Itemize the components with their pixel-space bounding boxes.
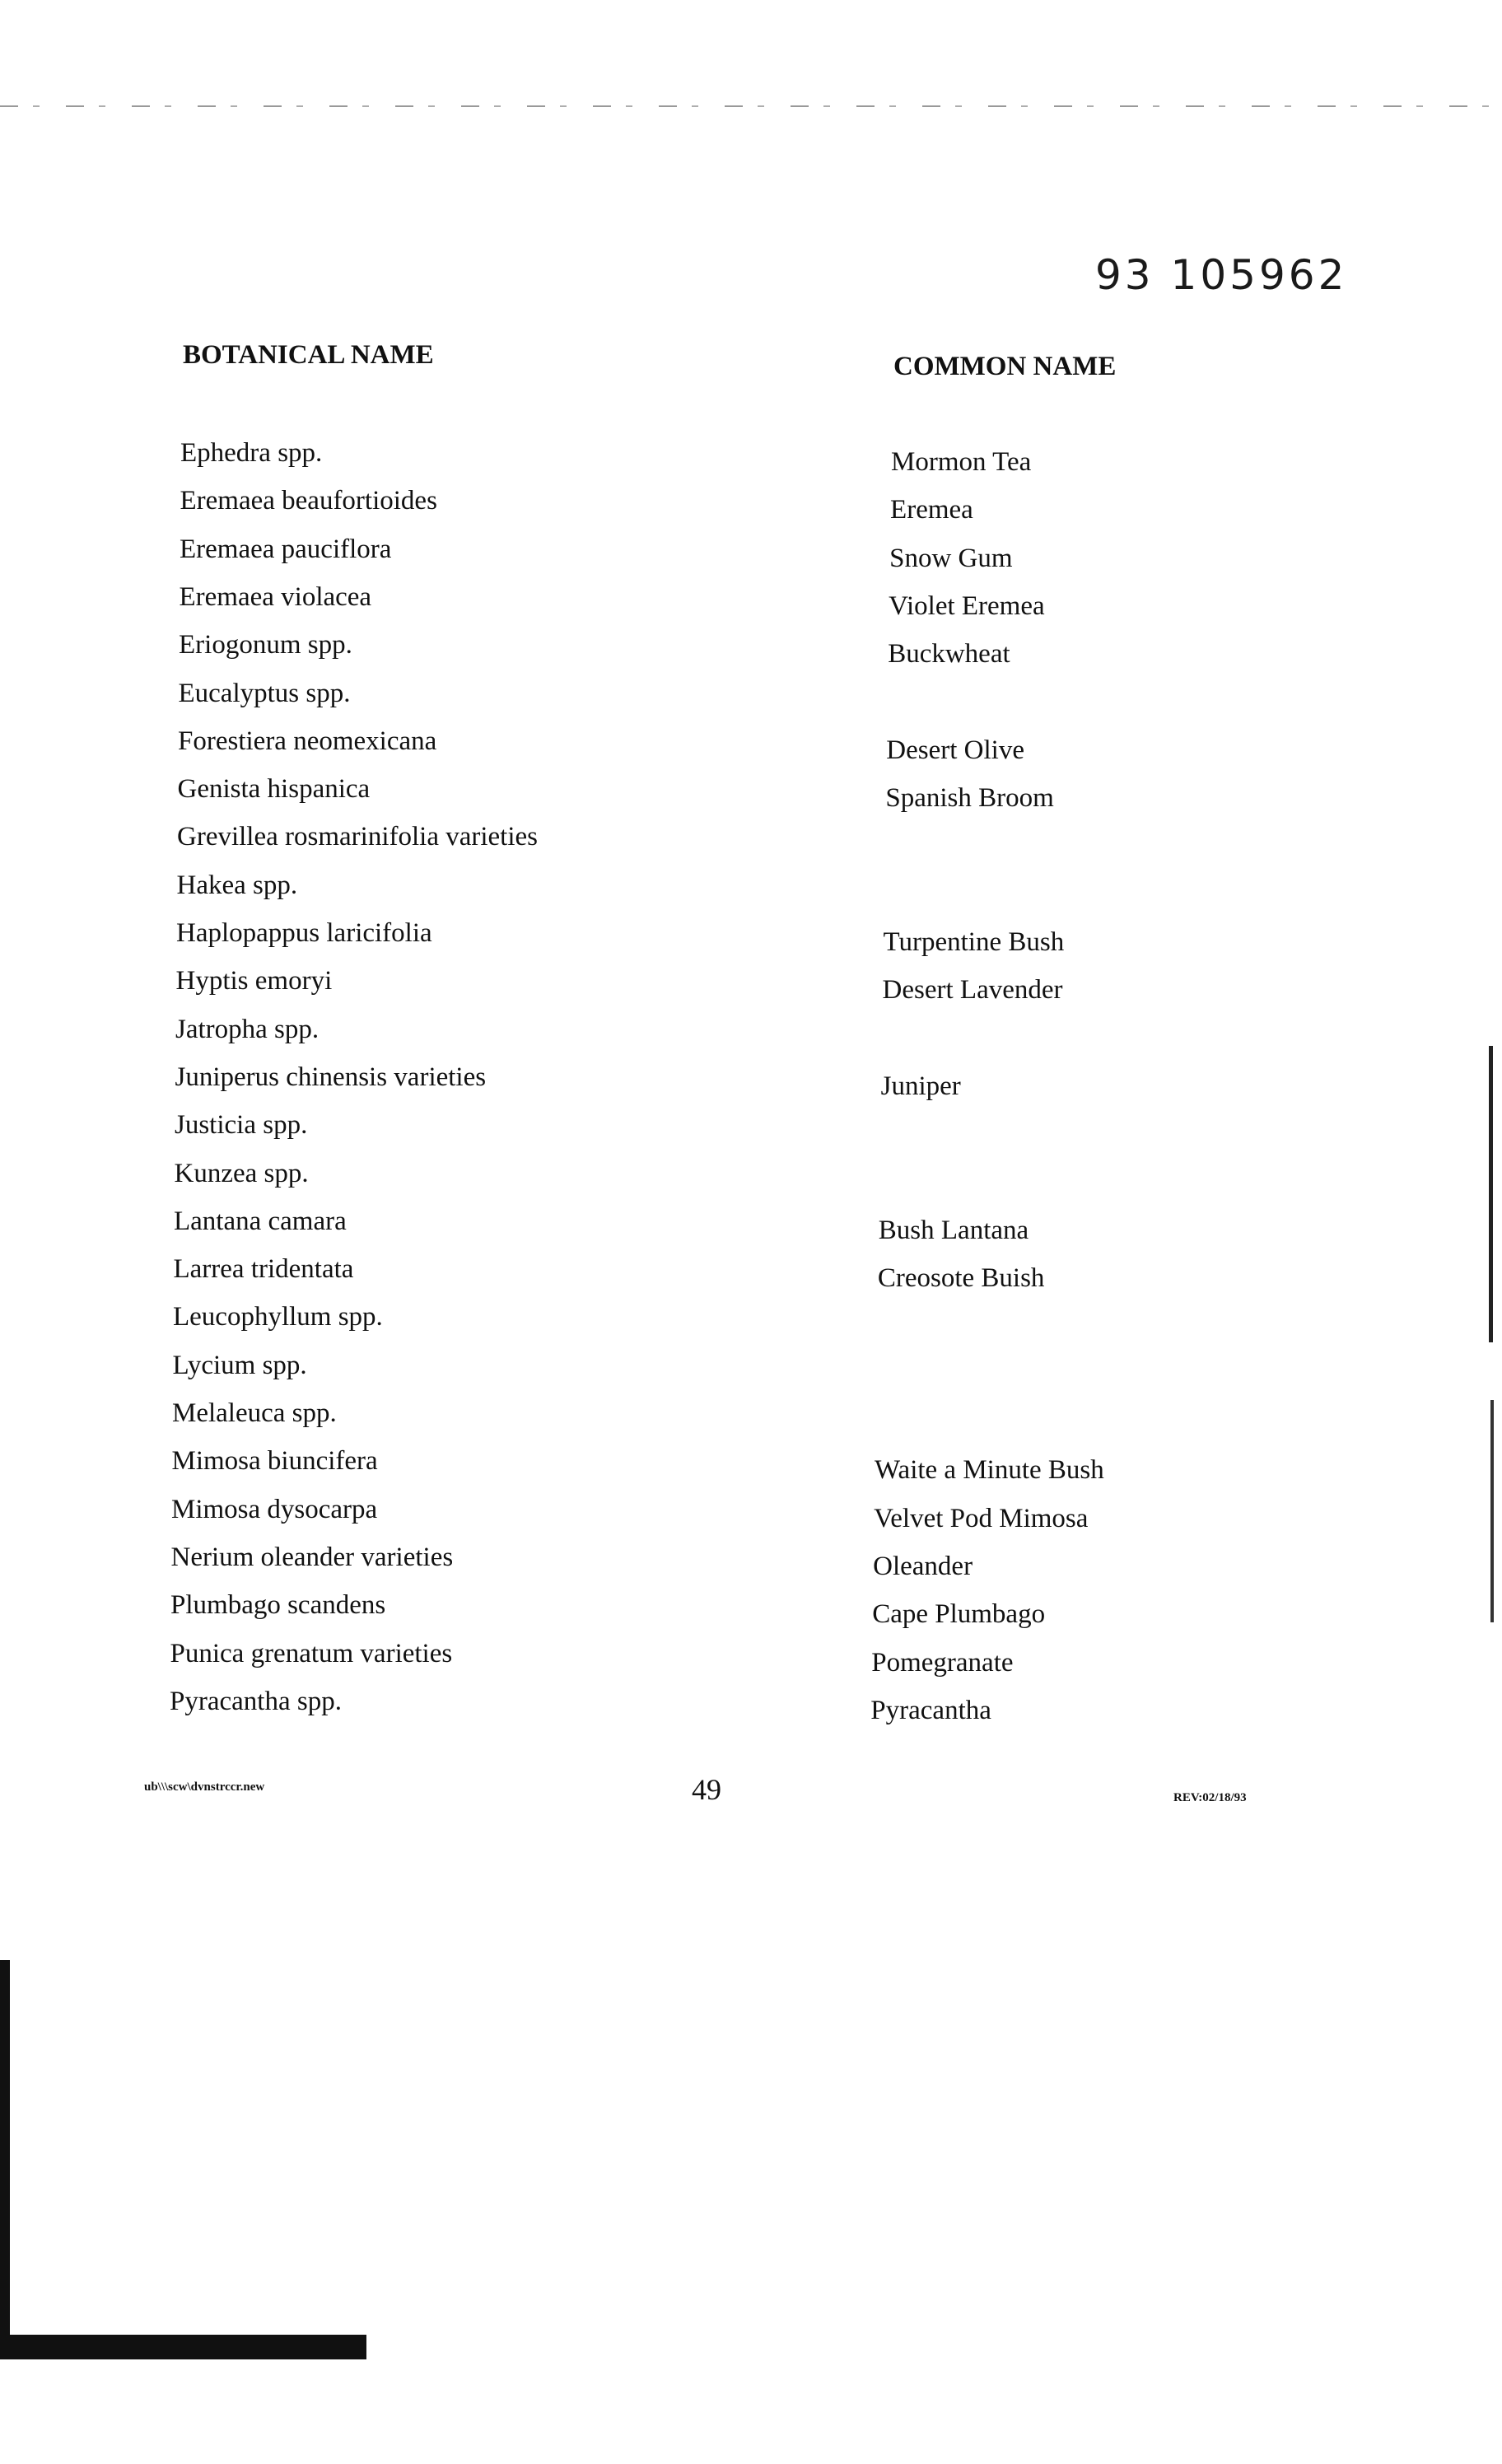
botanical-name-header: BOTANICAL NAME xyxy=(183,340,434,370)
botanical-name: Mimosa dysocarpa xyxy=(171,1494,378,1524)
document-number: 93 105962 xyxy=(1095,251,1348,299)
botanical-name: Jatropha spp. xyxy=(175,1014,320,1044)
botanical-name: Leucophyllum spp. xyxy=(173,1302,383,1332)
botanical-name: Hyptis emoryi xyxy=(175,966,333,996)
common-name: Pyracantha xyxy=(870,1695,991,1725)
botanical-name: Larrea tridentata xyxy=(173,1254,354,1285)
botanical-name: Pyracantha spp. xyxy=(170,1686,342,1716)
botanical-name: Juniperus chinensis varieties xyxy=(175,1062,487,1092)
botanical-name: Hakea spp. xyxy=(176,870,298,900)
common-name-header: COMMON NAME xyxy=(893,352,1117,381)
botanical-name: Eremaea beaufortioides xyxy=(180,486,437,516)
common-name: Mormon Tea xyxy=(891,447,1032,477)
common-name: Bush Lantana xyxy=(878,1215,1029,1245)
scan-edge-mark xyxy=(1489,1046,1493,1342)
botanical-name: Lantana camara xyxy=(174,1206,347,1236)
botanical-name: Nerium oleander varieties xyxy=(170,1542,454,1572)
common-name: Buckwheat xyxy=(888,639,1010,670)
botanical-name: Kunzea spp. xyxy=(174,1158,309,1188)
botanical-name: Genista hispanica xyxy=(177,774,371,805)
common-name: Waite a Minute Bush xyxy=(875,1455,1104,1486)
footer-file-path: ub\\\scw\dvnstrccr.new xyxy=(144,1780,265,1794)
common-name: Desert Lavender xyxy=(882,975,1063,1006)
botanical-name: Justicia spp. xyxy=(175,1110,308,1141)
botanical-name: Punica grenatum varieties xyxy=(170,1638,453,1668)
common-name: Turpentine Bush xyxy=(883,927,1065,957)
scan-noise-line xyxy=(0,105,1502,107)
botanical-name: Ephedra spp. xyxy=(180,438,323,468)
botanical-name: Eremaea pauciflora xyxy=(180,534,392,564)
scan-border-bar xyxy=(0,1960,10,2339)
botanical-name: Lycium spp. xyxy=(172,1350,307,1380)
botanical-name: Haplopappus laricifolia xyxy=(176,918,432,948)
scan-border-bar xyxy=(0,2335,366,2359)
botanical-name: Eucalyptus spp. xyxy=(178,678,351,708)
common-name: Pomegranate xyxy=(871,1647,1014,1678)
common-name: Spanish Broom xyxy=(885,783,1054,814)
common-name: Snow Gum xyxy=(889,543,1013,573)
scan-edge-mark xyxy=(1490,1400,1494,1622)
botanical-name: Forestiera neomexicana xyxy=(178,726,437,756)
botanical-name: Eremaea violacea xyxy=(179,581,372,612)
common-name: Oleander xyxy=(873,1551,973,1581)
common-name: Cape Plumbago xyxy=(872,1599,1046,1630)
common-name: Velvet Pod Mimosa xyxy=(874,1503,1089,1533)
botanical-name: Mimosa biuncifera xyxy=(171,1446,378,1477)
common-name: Juniper xyxy=(880,1071,961,1101)
page-number: 49 xyxy=(692,1773,721,1806)
botanical-name: Eriogonum spp. xyxy=(179,630,352,660)
common-name: Desert Olive xyxy=(886,735,1024,765)
common-name: Creosote Buish xyxy=(877,1263,1045,1294)
revision-date: REV:02/18/93 xyxy=(1173,1791,1247,1804)
common-name: Violet Eremea xyxy=(889,590,1045,621)
botanical-name: Melaleuca spp. xyxy=(172,1398,337,1428)
common-name: Eremea xyxy=(890,495,973,525)
botanical-name: Grevillea rosmarinifolia varieties xyxy=(177,822,538,852)
botanical-name: Plumbago scandens xyxy=(170,1590,386,1621)
